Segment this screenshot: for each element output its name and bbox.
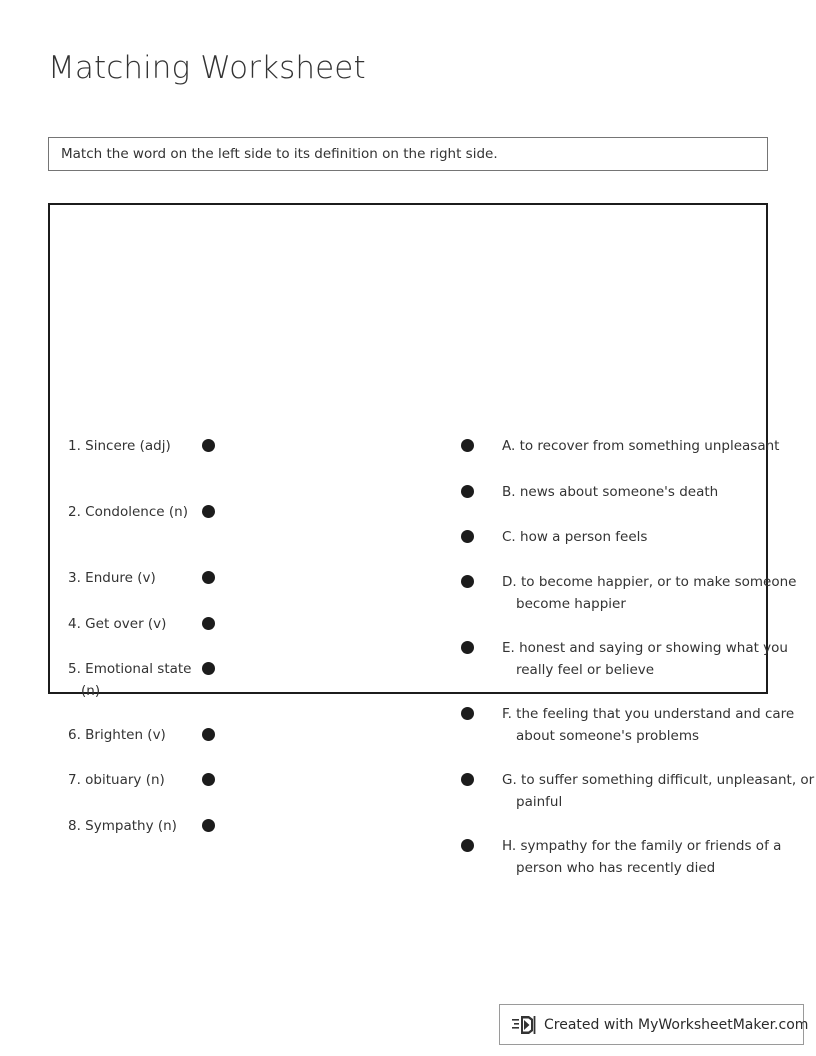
page-title: Matching Worksheet <box>48 50 366 86</box>
match-dot-left[interactable] <box>202 728 215 741</box>
matching-exercise-box <box>48 203 815 876</box>
word-label: 4. Get over (v) <box>68 616 167 632</box>
word-label: 7. obituary (n) <box>68 772 165 788</box>
definitions-column <box>402 205 815 876</box>
match-dot-left[interactable] <box>202 773 215 786</box>
match-dot-left[interactable] <box>202 819 215 832</box>
match-dot-right[interactable] <box>461 707 474 720</box>
match-dot-left[interactable] <box>202 662 215 675</box>
definition-label: G. to suffer something difficult, unpleasant, or painful <box>502 772 815 810</box>
match-dot-left[interactable] <box>202 439 215 452</box>
instructions-text: Match the word on the left side to its definition on the right side. <box>61 146 498 162</box>
definition-label: D. to become happier, or to make someone become happier <box>502 574 797 612</box>
definition-label: H. sympathy for the family or friends of a person who has recently died <box>502 838 782 876</box>
match-dot-left[interactable] <box>202 617 215 630</box>
match-dot-right[interactable] <box>461 575 474 588</box>
match-dot-right[interactable] <box>461 530 474 543</box>
word-label: 8. Sympathy (n) <box>68 818 177 834</box>
instructions-box <box>48 137 768 171</box>
definition-label: C. how a person feels <box>502 529 648 545</box>
words-column <box>50 205 402 834</box>
worksheet-maker-logo-icon <box>512 1014 538 1036</box>
match-dot-left[interactable] <box>202 571 215 584</box>
word-label: 3. Endure (v) <box>68 570 156 586</box>
footer-attribution-badge[interactable] <box>499 1004 809 1045</box>
match-dot-right[interactable] <box>461 773 474 786</box>
definition-label: B. news about someone's death <box>502 484 719 500</box>
definition-label: A. to recover from something unpleasant <box>502 438 780 454</box>
match-dot-right[interactable] <box>461 485 474 498</box>
word-label: 6. Brighten (v) <box>68 727 166 743</box>
definition-label: F. the feeling that you understand and care about someone's problems <box>502 706 795 744</box>
footer-attribution-text: Created with MyWorksheetMaker.com <box>544 1016 809 1033</box>
matching-columns <box>50 205 815 876</box>
definition-label: E. honest and saying or showing what you really feel or believe <box>502 640 788 678</box>
match-dot-right[interactable] <box>461 439 474 452</box>
match-dot-left[interactable] <box>202 505 215 518</box>
match-dot-right[interactable] <box>461 839 474 852</box>
word-label: 1. Sincere (adj) <box>68 438 171 454</box>
word-label: 5. Emotional state (n) <box>68 661 192 699</box>
match-dot-right[interactable] <box>461 641 474 654</box>
word-label: 2. Condolence (n) <box>68 504 188 520</box>
